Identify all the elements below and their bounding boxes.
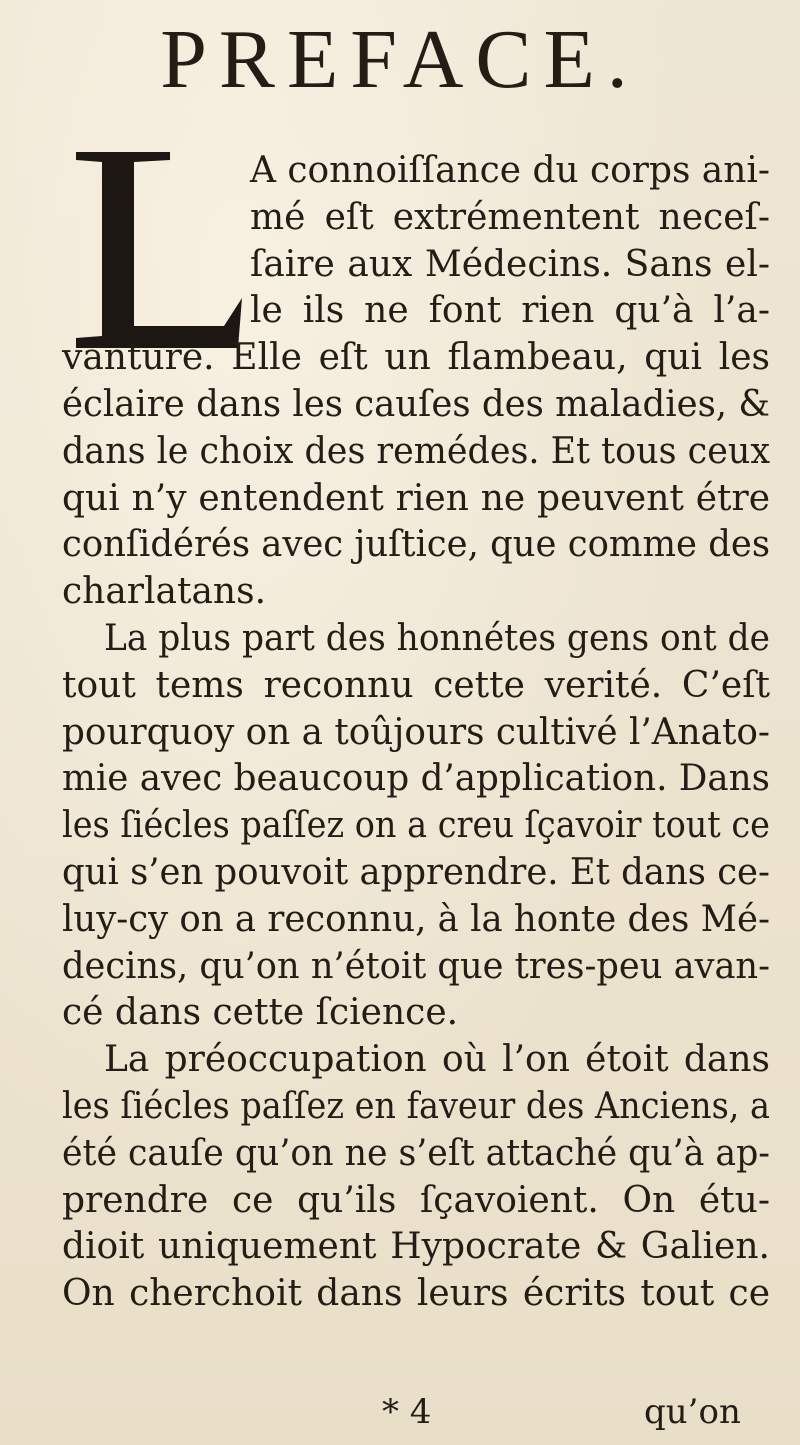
text-line: La préoccupation où l’on étoit dans bbox=[104, 1039, 770, 1081]
signature-mark: * 4 bbox=[382, 1392, 432, 1432]
text-line: les ſiécles paſſez on a creu ſçavoir tout ce bbox=[62, 805, 770, 847]
text-line: cé dans cette ſcience. bbox=[62, 992, 459, 1034]
text-line: dans le choix des remédes. Et tous ceux bbox=[62, 430, 770, 472]
text-line: qui s’en pouvoit apprendre. Et dans ce- bbox=[62, 852, 770, 893]
text-line: dioit uniquement Hypocrate & Galien. bbox=[62, 1226, 770, 1268]
page-title: PREFACE. bbox=[160, 13, 640, 106]
dropcap-letter-l bbox=[72, 148, 244, 348]
text-line: vanture. Elle eſt un flambeau, qui les bbox=[62, 337, 770, 379]
text-line: A connoiſſance du corps ani- bbox=[250, 150, 770, 191]
text-line: prendre ce qu’ils ſçavoient. On étu- bbox=[62, 1179, 770, 1221]
text-line: les ſiécles paſſez en faveur des Anciens, a bbox=[62, 1086, 770, 1127]
text-line: La plus part des honnétes gens ont de bbox=[104, 618, 770, 659]
text-line: decins, qu’on n’étoit que tres-peu avan- bbox=[62, 945, 770, 987]
catchword: qu’on bbox=[644, 1392, 741, 1432]
text-line: On cherchoit dans leurs écrits tout ce bbox=[62, 1273, 770, 1315]
text-line: tout tems reconnu cette verité. C’eſt bbox=[62, 664, 770, 706]
text-line: mé eſt extrémentent neceſ- bbox=[250, 196, 770, 238]
text-line: mie avec beaucoup d’application. Dans bbox=[62, 758, 770, 800]
text-line: charlatans. bbox=[62, 571, 267, 613]
text-line: ſaire aux Médecins. Sans el- bbox=[250, 243, 770, 285]
text-line: été cauſe qu’on ne s’eſt attaché qu’à ap- bbox=[62, 1132, 770, 1174]
text-line: qui n’y entendent rien ne peuvent étre bbox=[62, 477, 770, 519]
text-line: éclaire dans les cauſes des maladies, & bbox=[62, 384, 770, 425]
text-line: le ils ne font rien qu’à l’a- bbox=[250, 290, 770, 332]
text-line: luy-cy on a reconnu, à la honte des Mé- bbox=[62, 898, 770, 940]
text-line: conſidérés avec juſtice, que comme des bbox=[62, 524, 770, 566]
text-line: pourquoy on a toûjours cultivé l’Anato- bbox=[62, 711, 770, 753]
